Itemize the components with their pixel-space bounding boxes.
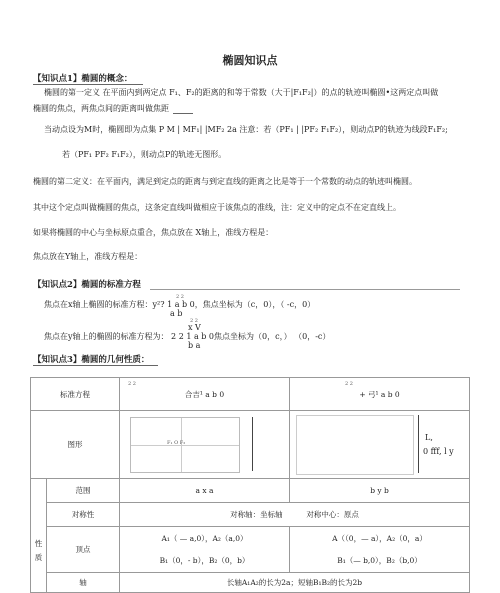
vertex-x-axis-major: A₁（ — a,0），A₂（a,0） [161, 533, 248, 543]
standard-equation-row [31, 378, 470, 411]
vertex-y-axis-cell [290, 527, 470, 573]
eq1-superscript: 2 2 [128, 381, 136, 387]
symmetry-row [31, 503, 470, 527]
axis-row [31, 573, 470, 593]
range-x-axis: a x a [120, 479, 290, 503]
y-axis-standard-equation: 焦点在y轴上的椭圆的标准方程为： 2 2 1 a b 0焦点坐标为（0，c，） （0，-c） [44, 332, 331, 341]
directrix-x-text: 如果将椭圆的中心与坐标原点重合，焦点放在 X轴上，准线方程是： [33, 228, 274, 237]
vertex-x-axis-cell [120, 527, 290, 573]
page-title: 椭圆知识点 [222, 54, 278, 67]
section2-rule [150, 289, 460, 290]
no-graph-condition: 若（PF₁ PF₂ F₁F₂），则动点P的轨迹无图形。 [62, 150, 227, 159]
symmetry-center: 对称中心：原点 [306, 510, 359, 519]
standard-equation-label: 标准方程 [31, 378, 120, 411]
range-y-axis: b y b [290, 479, 470, 503]
axis-label: 轴 [47, 573, 120, 593]
x-axis-figure-cell [120, 411, 290, 479]
symmetry-label: 对称性 [47, 503, 120, 527]
x-eq-denominator: a b [170, 309, 183, 318]
vertex-x-axis-minor: B₁（0，- b），B₂（0，b） [159, 555, 250, 565]
definition2-line1: 椭圆的第二定义：在平面内，满足到定点的距离与到定直线的距离之比是等于一个常数的动点的轨迹叫椭圆。 [33, 177, 417, 186]
definition2-line2: 其中这个定点叫做椭圆的焦点，这条定直线叫做相应于该焦点的准线，注：定义中的定点不在定直线上。 [33, 203, 401, 212]
y-eq-numerator: x V [188, 323, 201, 332]
symmetry-axes: 对称轴：坐标轴 [230, 510, 283, 519]
figure-edge-line-2 [418, 415, 419, 473]
figure-edge-line [252, 417, 253, 471]
properties-group-label [31, 479, 47, 593]
symmetry-value-cell [120, 503, 470, 527]
range-label: 范围 [47, 479, 120, 503]
x-eq-superscript: 2 2 [176, 294, 184, 300]
vertex-y-axis-minor: B₁（— b,0），B₂（b,0） [337, 555, 422, 565]
x-axis-standard-equation: 焦点在x轴上椭圆的标准方程：y²? 1 a b 0，焦点坐标为（c，0），（ -c，0） [44, 300, 316, 309]
x-axis-equation-cell [120, 378, 290, 411]
section2-heading: 【知识点2】椭圆的标准方程 [33, 280, 141, 290]
y-eq-denominator: b a [188, 341, 201, 350]
axis-length-text: 长轴A₁A₂的长为2a；短轴B₁B₂的长为2b [120, 573, 470, 593]
vertex-row [31, 527, 470, 573]
figure-row [31, 411, 470, 479]
point-set-text: 当动点设为M时，椭圆即为点集 P M | MF₁| |MF₂ 2a 注意：若（PF₁ | |PF₂ F₁F₂），则动点P的轨迹为线段F₁F₂; [44, 125, 448, 134]
y-figure-annotation-2: 0 fff, l y [423, 447, 454, 456]
vertex-y-axis-major: A（（0，— a），A₂（0，a） [332, 533, 427, 543]
geometric-properties-table [30, 377, 470, 593]
definition1-line1: 椭圆的第一定义 在平面内到两定点 F₁、F₂的距离的和等于常数（大于|F₁F₂|）的点的轨迹叫椭圆•这两定点叫做 [44, 88, 439, 97]
definition1-line2: 椭圆的焦点，两焦点间的距离叫做焦距 [33, 104, 169, 113]
fill-blank-line [173, 113, 193, 114]
section1-heading-underline [33, 84, 143, 85]
y-figure-annotation-1: L, [425, 433, 433, 442]
y-axis-ellipse-equation: + 弓¹ a b 0 [359, 389, 400, 399]
properties-vertical-text: 性质 [34, 538, 43, 562]
vertex-label: 顶点 [47, 527, 120, 573]
x-axis-ellipse-figure [130, 417, 240, 473]
figure-label: 图形 [31, 411, 120, 479]
section3-heading: 【知识点3】椭圆的几何性质： [33, 355, 150, 365]
y-axis-figure-cell [290, 411, 470, 479]
section1-heading: 【知识点1】椭圆的概念： [33, 74, 133, 84]
y-eq-superscript: 2 2 [190, 318, 198, 324]
eq2-superscript: 2 2 [345, 381, 353, 387]
y-axis-equation-cell [290, 378, 470, 411]
y-axis-ellipse-figure [296, 415, 414, 475]
section3-heading-underline [33, 365, 158, 366]
x-axis-ellipse-equation: 合吉¹ a b 0 [184, 389, 225, 399]
figure-focus-labels: F₁ O F₂ [167, 440, 186, 446]
range-row [31, 479, 470, 503]
directrix-y-text: 焦点放在Y轴上，准线方程是： [33, 252, 143, 261]
